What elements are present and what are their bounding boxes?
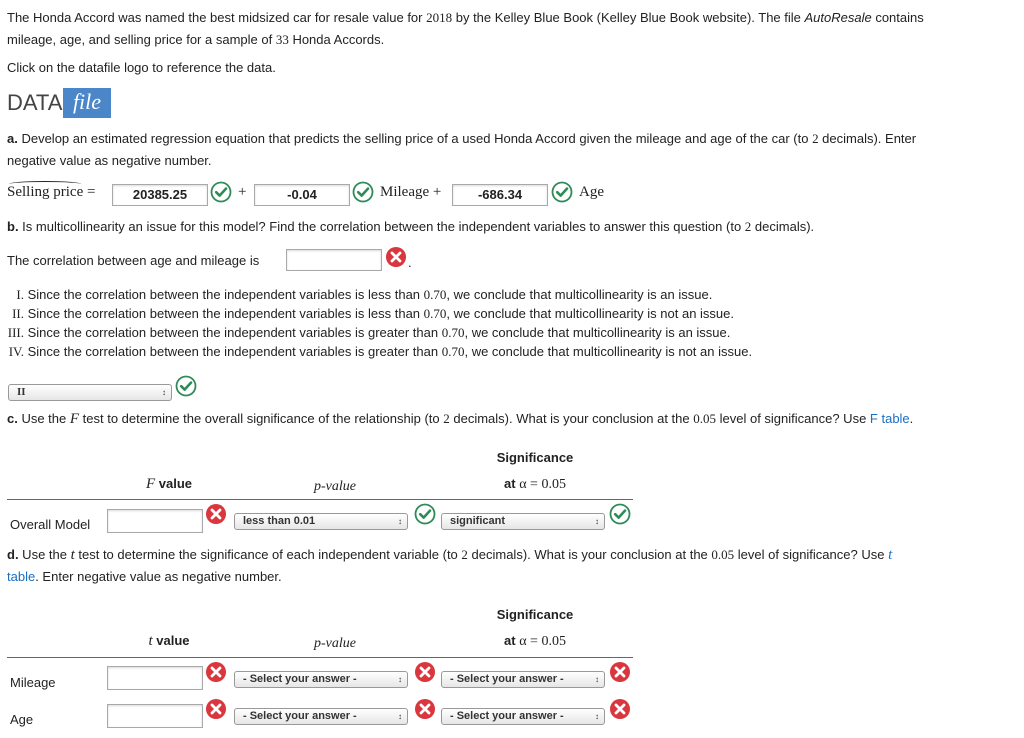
mileage-significance-select[interactable] <box>441 671 605 688</box>
threshold-value: 0.70 <box>441 325 465 340</box>
intro-text: contains <box>871 10 924 25</box>
decimals-value: 2 <box>744 219 752 234</box>
correct-check-icon <box>414 503 436 525</box>
p-value-header <box>240 635 430 652</box>
select-arrows-icon: ↕ <box>595 712 599 721</box>
question-text: Is multicollinearity an issue for this model? Find the correlation between the independent variables to answer this question (to <box>18 219 745 234</box>
select-arrows-icon: ↕ <box>398 675 402 684</box>
header-text: p-value <box>314 636 356 651</box>
decimals-value: 2 <box>443 411 450 426</box>
option-text: , we conclude that multicollinearity is not an issue. <box>464 344 753 359</box>
option-number: I. <box>16 287 24 302</box>
option-ii <box>0 306 734 322</box>
age-coefficient-input[interactable]: -686.34 <box>452 184 548 206</box>
selected-option: II <box>17 386 26 398</box>
select-arrows-icon: ↕ <box>162 388 166 397</box>
incorrect-cross-icon <box>414 698 436 720</box>
age-row-label: Age <box>10 712 34 727</box>
part-d-question <box>7 544 1019 588</box>
question-text: level of significance? Use <box>716 411 870 426</box>
header-text: value <box>152 633 190 648</box>
equals-sign: = <box>83 184 96 200</box>
question-text: decimals). What is your conclusion at the <box>449 411 694 426</box>
select-arrows-icon: ↕ <box>398 517 402 526</box>
question-text: test to determine the significance of each independent variable (to <box>74 547 462 562</box>
header-text: at <box>504 633 520 648</box>
selected-option: - Select your answer - <box>243 673 357 685</box>
f-value-input[interactable] <box>107 509 203 533</box>
plus-sign: + <box>238 184 247 200</box>
part-b-label: b. <box>7 219 19 234</box>
option-i <box>0 287 712 303</box>
click-instruction: Click on the datafile logo to reference the data. <box>7 60 276 75</box>
mileage-p-value-select[interactable] <box>234 671 408 688</box>
header-text: p-value <box>314 479 356 494</box>
f-variable: F <box>69 411 80 427</box>
multicollinearity-select[interactable] <box>8 384 172 401</box>
correct-check-icon <box>175 375 197 397</box>
table-divider <box>7 657 633 658</box>
sample-size: 33 <box>275 32 289 47</box>
t-variable: t <box>148 633 153 649</box>
alpha-value: α = 0.05 <box>519 634 566 649</box>
option-number: II. <box>12 306 24 321</box>
threshold-value: 0.70 <box>441 344 465 359</box>
option-text: Since the correlation between the independent variables is less than <box>24 306 424 321</box>
significance-header: Significance <box>496 607 574 622</box>
intro-paragraph <box>7 7 1017 51</box>
incorrect-cross-icon <box>205 698 227 720</box>
selling-price-label <box>7 184 95 201</box>
t-value-header <box>104 633 234 650</box>
question-text: decimals). What is your conclusion at the <box>467 547 712 562</box>
question-text: decimals). <box>751 219 815 234</box>
period: . <box>408 255 412 270</box>
select-arrows-icon: ↕ <box>398 712 402 721</box>
f-significance-select[interactable] <box>441 513 605 530</box>
threshold-value: 0.70 <box>423 306 447 321</box>
selling-price-text: Selling price <box>7 184 84 200</box>
f-table-link[interactable]: F table <box>869 411 910 426</box>
significance-level: 0.05 <box>711 547 735 562</box>
hat-accent <box>9 181 81 187</box>
select-arrows-icon: ↕ <box>595 675 599 684</box>
intro-text: The Honda Accord was named the best midsized car for resale value for <box>7 10 427 25</box>
incorrect-cross-icon <box>609 698 631 720</box>
t-table-link[interactable]: table <box>7 569 36 584</box>
logo-data-text: DATA <box>7 90 63 115</box>
intro-text: mileage, age, and selling price for a sample of <box>7 32 276 47</box>
selected-option: - Select your answer - <box>450 710 564 722</box>
part-c-label: c. <box>7 411 18 426</box>
selected-option: - Select your answer - <box>450 673 564 685</box>
decimals-value: 2 <box>461 547 468 562</box>
overall-model-label: Overall Model <box>10 517 91 532</box>
option-number: III. <box>7 325 24 340</box>
option-number: IV. <box>8 344 24 359</box>
age-t-value-input[interactable] <box>107 704 203 728</box>
correct-check-icon <box>352 181 374 203</box>
part-c-question <box>7 408 913 430</box>
correct-check-icon <box>551 181 573 203</box>
incorrect-cross-icon <box>414 661 436 683</box>
intercept-input[interactable]: 20385.25 <box>112 184 208 206</box>
option-text: , we conclude that multicollinearity is an issue. <box>446 287 713 302</box>
option-text: , we conclude that multicollinearity is not an issue. <box>446 306 734 321</box>
significance-header: Significance <box>496 450 574 465</box>
header-text: at <box>504 476 520 491</box>
incorrect-cross-icon <box>205 661 227 683</box>
significance-level: 0.05 <box>693 411 716 426</box>
intro-text: by the Kelley Blue Book (Kelley Blue Book website). The file <box>452 10 805 25</box>
year-value: 2018 <box>426 10 453 25</box>
option-text: Since the correlation between the independent variables is greater than <box>24 325 442 340</box>
header-text: value <box>155 476 193 491</box>
selected-option: significant <box>450 515 506 527</box>
incorrect-cross-icon <box>609 661 631 683</box>
incorrect-cross-icon <box>205 503 227 525</box>
f-value-header <box>104 476 234 493</box>
datafile-logo[interactable] <box>7 88 105 118</box>
select-arrows-icon: ↕ <box>595 517 599 526</box>
correct-check-icon <box>609 503 631 525</box>
part-d-label: d. <box>7 547 19 562</box>
question-text: Develop an estimated regression equation that predicts the selling price of a used Honda Accord given the mileage and age of the car (to <box>17 131 813 146</box>
mileage-coefficient-input[interactable]: -0.04 <box>254 184 350 206</box>
question-text: Use the <box>18 547 71 562</box>
mileage-row-label: Mileage <box>10 675 56 690</box>
option-text: Since the correlation between the independent variables is less than <box>24 287 424 302</box>
alpha-value: α = 0.05 <box>519 477 566 492</box>
part-b-question <box>7 216 814 238</box>
f-p-value-select[interactable] <box>234 513 408 530</box>
file-name: AutoResale <box>804 10 872 25</box>
f-variable: F <box>145 476 156 492</box>
correlation-label: The correlation between age and mileage is <box>7 253 260 268</box>
question-text: Use the <box>17 411 70 426</box>
alpha-header <box>420 633 650 650</box>
threshold-value: 0.70 <box>423 287 447 302</box>
age-significance-select[interactable] <box>441 708 605 725</box>
age-p-value-select[interactable] <box>234 708 408 725</box>
question-text: negative value as negative number. <box>7 153 212 168</box>
t-table-link[interactable]: t <box>888 547 893 563</box>
part-a-label: a. <box>7 131 18 146</box>
incorrect-cross-icon <box>385 246 407 268</box>
t-variable: t <box>70 547 75 563</box>
mileage-term-label: Mileage + <box>380 184 442 200</box>
logo-file-text: file <box>63 88 111 118</box>
selected-option: less than 0.01 <box>243 515 316 527</box>
question-text: . Enter negative value as negative number. <box>35 569 282 584</box>
alpha-header <box>420 476 650 493</box>
option-iii <box>0 325 730 341</box>
intro-text: Honda Accords. <box>288 32 385 47</box>
option-iv <box>0 344 752 360</box>
p-value-header <box>240 478 430 495</box>
correlation-input[interactable] <box>286 249 382 271</box>
decimals-value: 2 <box>812 131 819 146</box>
mileage-t-value-input[interactable] <box>107 666 203 690</box>
option-text: , we conclude that multicollinearity is an issue. <box>464 325 731 340</box>
age-term-label: Age <box>579 184 604 200</box>
selected-option: - Select your answer - <box>243 710 357 722</box>
question-text: decimals). Enter <box>818 131 917 146</box>
correct-check-icon <box>210 181 232 203</box>
question-text: . <box>909 411 914 426</box>
question-text: level of significance? Use <box>734 547 889 562</box>
option-text: Since the correlation between the independent variables is greater than <box>24 344 442 359</box>
question-text: test to determine the overall significance of the relationship (to <box>79 411 444 426</box>
table-divider <box>7 499 633 500</box>
part-a-question <box>7 128 1019 172</box>
